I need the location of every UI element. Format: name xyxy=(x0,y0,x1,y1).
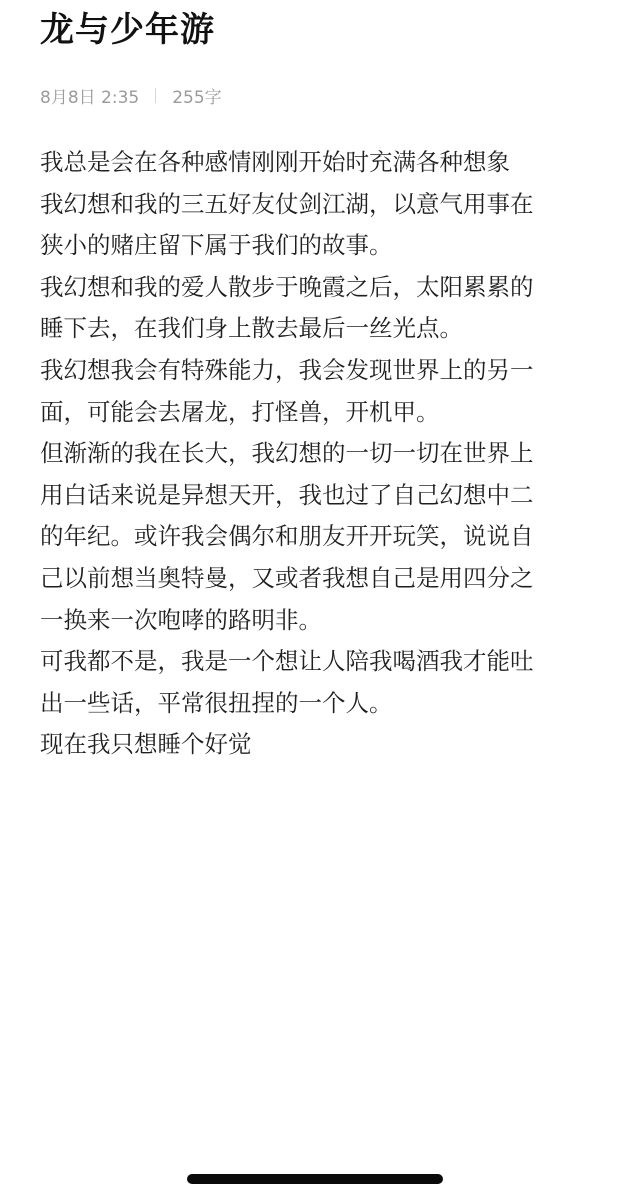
note-line: 的年纪。或许我会偶尔和朋友开开玩笑，说说自 xyxy=(40,522,534,551)
note-line: 我幻想和我的三五好友仗剑江湖，以意气用事在 xyxy=(40,189,534,218)
note-line: 用白话来说是异想天开，我也过了自己幻想中二 xyxy=(40,480,534,509)
note-line: 狭小的赌庄留下属于我们的故事。 xyxy=(40,231,393,260)
note-line: 己以前想当奥特曼，又或者我想自己是用四分之 xyxy=(40,563,534,592)
word-count: 255字 xyxy=(172,87,222,108)
note-line: 现在我只想睡个好觉 xyxy=(40,730,252,759)
note-date: 8月8日 2:35 xyxy=(40,87,140,108)
note-line: 但渐渐的我在长大，我幻想的一切一切在世界上 xyxy=(40,439,534,468)
note-line: 我总是会在各种感情刚刚开始时充满各种想象 xyxy=(40,148,510,176)
note-line: 睡下去，在我们身上散去最后一丝光点。 xyxy=(40,314,463,343)
note-line: 可我都不是，我是一个想让人陪我喝酒我才能吐 xyxy=(40,647,534,676)
note-line: 面，可能会去屠龙，打怪兽，开机甲。 xyxy=(40,397,440,426)
home-indicator[interactable] xyxy=(187,1174,443,1184)
note-title[interactable]: 龙与少年游 xyxy=(40,10,215,50)
note-line: 一换来一次咆哮的路明非。 xyxy=(40,605,322,634)
meta-divider xyxy=(155,88,156,103)
note-body[interactable] xyxy=(40,142,600,766)
note-line: 我幻想和我的爱人散步于晚霞之后，太阳累累的 xyxy=(40,272,534,301)
note-line: 我幻想我会有特殊能力，我会发现世界上的另一 xyxy=(40,355,534,384)
note-line: 出一些话，平常很扭捏的一个人。 xyxy=(40,688,393,717)
note-meta xyxy=(40,82,222,108)
